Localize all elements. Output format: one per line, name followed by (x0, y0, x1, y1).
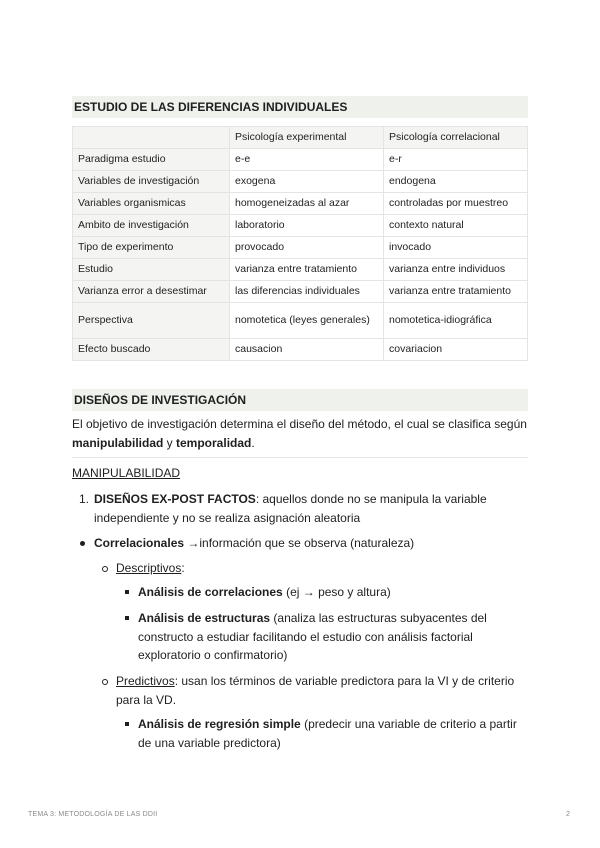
table-row (73, 303, 528, 339)
item-bold: Análisis de estructuras (138, 611, 271, 625)
intro-bold-temporalidad: temporalidad (176, 435, 252, 450)
row-label: Tipo de experimento (73, 237, 230, 259)
list-item-correlaciones (138, 583, 528, 602)
item-bold: Análisis de regresión simple (138, 717, 301, 731)
item-label: Predictivos (116, 674, 175, 688)
row-label: Paradigma estudio (73, 149, 230, 171)
item-text: : usan los términos de variable predictora para la VI y de criterio para la VD. (116, 674, 515, 707)
row-label: Efecto buscado (73, 339, 230, 361)
list-item-correlacionales (94, 534, 524, 553)
bullet-icon (80, 541, 85, 546)
table-cell: nomotetica (leyes generales) (230, 303, 384, 339)
subheading-manipulabilidad: MANIPULABILIDAD (72, 466, 181, 480)
section-title-diferencias: ESTUDIO DE LAS DIFERENCIAS INDIVIDUALES (72, 96, 528, 118)
table-cell: laboratorio (230, 215, 384, 237)
divider (72, 457, 528, 458)
intro-paragraph (72, 415, 530, 452)
list-number: 1. (79, 492, 90, 506)
footer-title: TEMA 3: METODOLOGÍA DE LAS DDII (28, 811, 158, 818)
table-header-row (73, 127, 528, 149)
table-cell: covariacion (384, 339, 528, 361)
circle-bullet-icon (102, 566, 108, 572)
item-colon: : (181, 561, 185, 575)
square-bullet-icon (125, 722, 129, 726)
comparison-table (72, 126, 528, 361)
table-row (73, 215, 528, 237)
intro-text: El objetivo de investigación determina el diseño del método, el cual se clasifica según (72, 417, 527, 431)
item-text: (ej → peso y altura) (282, 585, 391, 599)
square-bullet-icon (125, 616, 129, 620)
list-item-estructuras (138, 609, 523, 665)
section-title-disenos: DISEÑOS DE INVESTIGACIÓN (72, 389, 528, 411)
table-cell: nomotetica-idiográfica (384, 303, 528, 339)
item-bold: DISEÑOS EX-POST FACTOS (94, 492, 256, 506)
table-cell: exogena (230, 171, 384, 193)
circle-bullet-icon (102, 679, 108, 685)
row-label: Estudio (73, 259, 230, 281)
intro-y: y (163, 435, 177, 450)
table-cell: e-r (384, 149, 528, 171)
intro-bold-manipulabilidad: manipulabilidad (72, 435, 164, 450)
table-header-cell (73, 127, 230, 149)
table-row (73, 171, 528, 193)
table-cell: homogeneizadas al azar (230, 193, 384, 215)
table-row (73, 339, 528, 361)
list-item-descriptivos (116, 559, 185, 578)
table-cell: causacion (230, 339, 384, 361)
table-header-cell: Psicología correlacional (384, 127, 528, 149)
list-item-regresion (138, 715, 518, 752)
row-label: Perspectiva (73, 303, 230, 339)
item-text: →información que se observa (naturaleza) (184, 536, 415, 550)
table-row (73, 237, 528, 259)
item-label: Descriptivos (116, 561, 182, 575)
table-cell: las diferencias individuales (230, 281, 384, 303)
list-item-predictivos (116, 672, 521, 709)
row-label: Variables organismicas (73, 193, 230, 215)
table-cell: varianza entre tratamiento (384, 281, 528, 303)
table-cell: e-e (230, 149, 384, 171)
table-row (73, 193, 528, 215)
table-row (73, 281, 528, 303)
square-bullet-icon (125, 590, 129, 594)
item-bold: Análisis de correlaciones (138, 585, 283, 599)
table-row (73, 259, 528, 281)
table-cell: invocado (384, 237, 528, 259)
table-cell: controladas por muestreo (384, 193, 528, 215)
item-bold: Correlacionales (94, 536, 185, 550)
row-label: Ambito de investigación (73, 215, 230, 237)
table-row (73, 149, 528, 171)
table-cell: varianza entre tratamiento (230, 259, 384, 281)
list-item-expost (94, 490, 514, 527)
row-label: Varianza error a desestimar (73, 281, 230, 303)
table-header-cell: Psicología experimental (230, 127, 384, 149)
item-text: (predecir una variable de criterio a partir de una variable predictora) (138, 717, 517, 750)
table-cell: provocado (230, 237, 384, 259)
intro-end: . (251, 435, 255, 450)
page-number: 2 (566, 811, 571, 818)
item-text: (analiza las estructuras subyacentes del constructo a estudiar facilitando el estudio con análisis factorial exploratorio o confirmatorio) (138, 611, 487, 662)
row-label: Variables de investigación (73, 171, 230, 193)
item-text: : aquellos donde no se manipula la variable independiente y no se realiza asignación aleatoria (94, 492, 487, 525)
table-cell: varianza entre individuos (384, 259, 528, 281)
table-cell: contexto natural (384, 215, 528, 237)
table-cell: endogena (384, 171, 528, 193)
